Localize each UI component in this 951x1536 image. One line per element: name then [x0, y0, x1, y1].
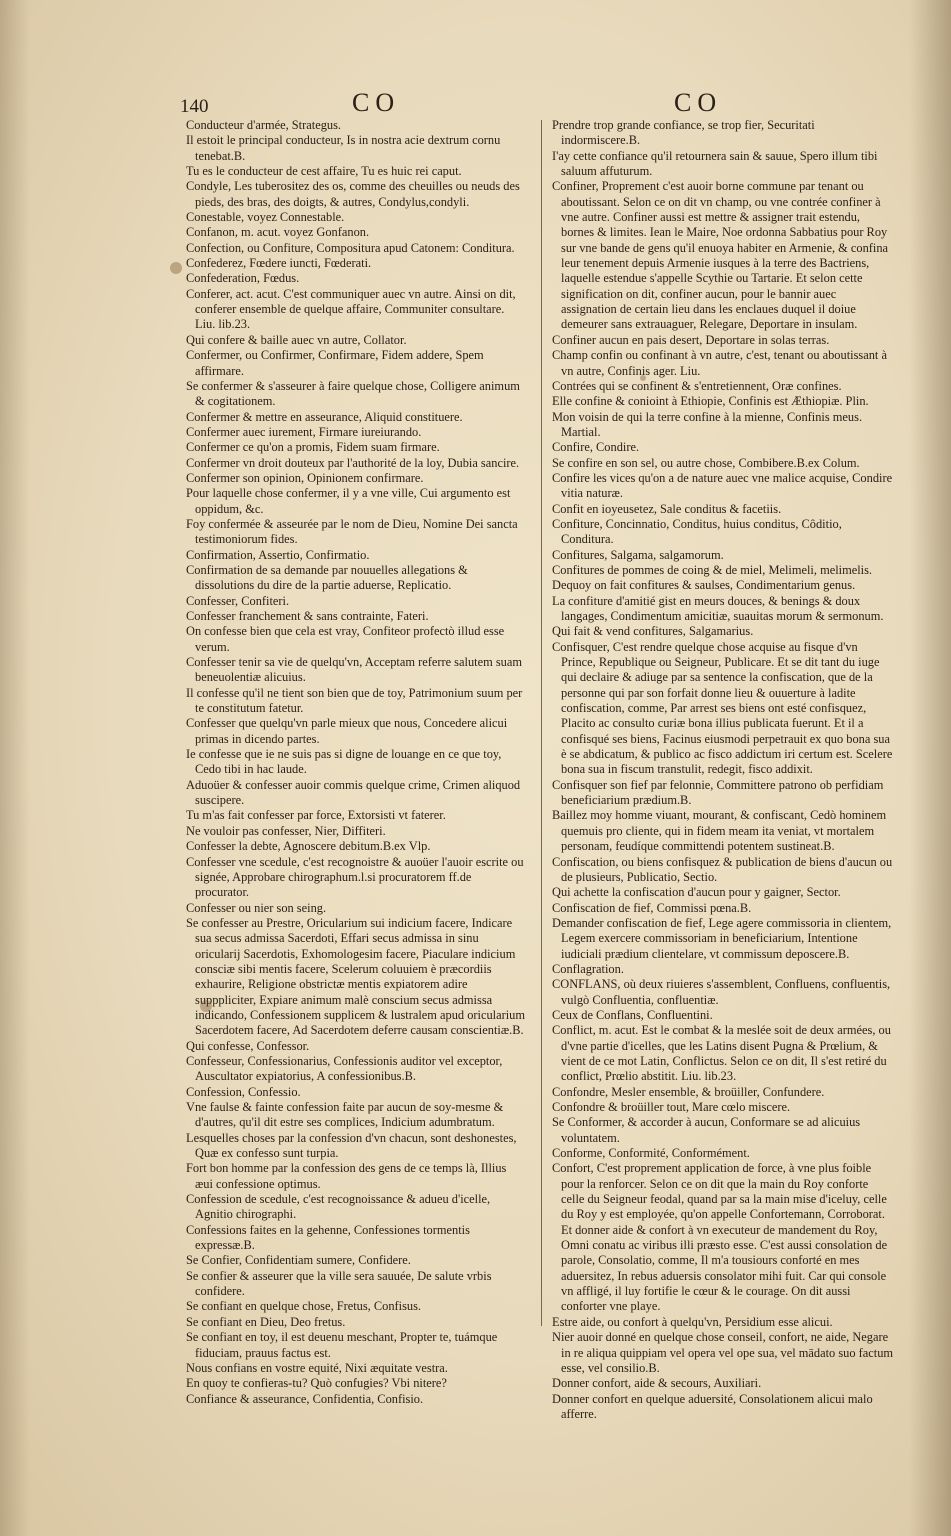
dictionary-entry: Confire les vices qu'on a de nature auec vne malice acquise, Condire vitia naturæ.: [552, 470, 893, 501]
left-column: [186, 118, 526, 1407]
dictionary-entry: I'ay cette confiance qu'il retournera sain & sauue, Spero illum tibi saluum affuturum.: [552, 148, 878, 179]
dictionary-entry: Elle confine & conioint à Ethiopie, Confinis est Æthiopiæ. Plin.: [552, 394, 869, 409]
dictionary-entry: Conducteur d'armée, Strategus.: [186, 118, 342, 132]
dictionary-entry: Confederation, Fœdus.: [186, 271, 300, 286]
dictionary-entry: Confiscation, ou biens confisquez & publication de biens d'aucun ou de plusieurs, Publicatio, Sectio.: [552, 854, 893, 884]
foxing-stain: [170, 262, 182, 274]
dictionary-entry: Conforme, Conformité, Conformément.: [552, 1146, 750, 1161]
dictionary-entry: Lesquelles choses par la confession d'vn chacun, sont deshonestes, Quæ ex confesso sunt turpia.: [186, 1130, 517, 1161]
dictionary-entry: Confiner, Proprement c'est auoir borne commune par tenant ou aboutissant. Selon ce on dit vn champ, ou vne contrée confiner à vne autre. Confiner aussi est mettre & assigner trait estendu, bornes & limites. Iean le Maire, Noe ordonna Sabbatius pour Roy sur vne bande de gens qu'il enuoya habiter en Armenie, & confina leur tenement depuis Armenie iusques à la terre des Bactriens, laquelle estendue s'appelle Scythie ou Tartarie. Et selon cette signification on dit, confiner aucun, pour le bannir auec assignation de certain lieu dans les enclaues duquel il doiue demeurer sans extrauaguer, Relegare, Deportare in insulam.: [552, 179, 889, 332]
dictionary-entry: Confermer, ou Confirmer, Confirmare, Fidem addere, Spem affirmare.: [186, 348, 484, 378]
dictionary-entry: Confermer son opinion, Opinionem confirmare.: [186, 470, 424, 485]
foxing-stain: [200, 1000, 212, 1012]
dictionary-entry: Confisquer son fief par felonnie, Committere patrono ob perfidiam beneficiarium prædium.B.: [552, 777, 884, 808]
dictionary-entry: Foy confermée & asseurée par le nom de Dieu, Nomine Dei sancta testimoniorum fides.: [186, 516, 518, 547]
dictionary-entry: La confiture d'amitié gist en meurs douces, & benings & doux langages, Condimentum amicitiæ, suauitas morum & sermonum.: [552, 593, 884, 623]
dictionary-entry: Se confier & asseurer que la ville sera sauuée, De salute vrbis confidere.: [186, 1268, 492, 1299]
dictionary-entry: Confermer vn droit douteux par l'authorité de la loy, Dubia sancire.: [186, 455, 520, 470]
dictionary-entry: Confitures de pommes de coing & de miel, Melimeli, melimelis.: [552, 562, 873, 577]
dictionary-entry: Conestable, voyez Connestable.: [186, 210, 345, 225]
dictionary-entry: Se confiant en Dieu, Deo fretus.: [186, 1314, 346, 1329]
dictionary-entry: Se confiant en toy, il est deuenu meschant, Propter te, tuámque fiduciam, prauus factus est.: [186, 1330, 498, 1360]
dictionary-entry: Se Conformer, & accorder à aucun, Conformare se ad alicuius voluntatem.: [552, 1115, 861, 1145]
dictionary-entry: Qui fait & vend confitures, Salgamarius.: [552, 624, 754, 639]
dictionary-entry: Confesser ou nier son seing.: [186, 900, 327, 915]
dictionary-entry: Qui confesse, Confessor.: [186, 1038, 310, 1053]
dictionary-entry: Confermer auec iurement, Firmare iureiurando.: [186, 424, 422, 439]
dictionary-entry: Demander confiscation de fief, Lege agere commissoria in clientem, Legem exercere commissoriam in beneficiarium, Intentione iudiciali prædium clientelare, vt commissum deposcere.B.: [552, 915, 892, 961]
dictionary-entry: Tu m'as fait confesser par force, Extorsisti vt faterer.: [186, 808, 446, 823]
dictionary-entry: Confiscation de fief, Commissi pœna.B.: [552, 900, 752, 915]
dictionary-entry: Ie confesse que ie ne suis pas si digne de louange en ce que toy, Cedo tibi in hac laude.: [186, 747, 502, 777]
dictionary-entry: Confisquer, C'est rendre quelque chose acquise au fisque d'vn Prince, Republique ou Seigneur, Publicare. Et se dit tant du iuge qui declaire & adiuge par sa sentence la confiscation, que de la personne qui par son forfait donne lieu & ouuerture à ladite confiscation, comme, Par arrest ses biens ont esté confisquez, Placito ac consulto curiæ bona illius publicata fuerunt. Et il a confisqué ses biens, Facinus eiusmodi perpetrauit ex quo bona sua è se abdicatum, & publico ac fisco addictum iri certum est. Scelere bona sua in fiscum transtulit, redegit, fisco addixit.: [552, 639, 893, 777]
dictionary-entry: Conflict, m. acut. Est le combat & la meslée soit de deux armées, ou d'vne partie d'icelles, que les Latins disent Pugna & Prœlium, & vient de ce mot Latin, Conflictus. Selon ce on dit, Il s'est retiré du conflict, Prœlio abstitit. Liu. lib.23.: [552, 1023, 891, 1084]
running-head-left: CO: [352, 88, 401, 117]
dictionary-entry: Confiner aucun en pais desert, Deportare in solas terras.: [552, 332, 830, 347]
foxing-stain: [640, 375, 646, 381]
column-divider: [541, 120, 542, 1326]
dictionary-entry: Se confiant en quelque chose, Fretus, Confisus.: [186, 1299, 422, 1314]
dictionary-entry: Donner confort, aide & secours, Auxiliari.: [552, 1376, 762, 1391]
dictionary-entry: Confesser vne scedule, c'est recognoistre & auoüer l'auoir escrite ou signée, Approbare chirographum.l.si procuratorem ff.de procurator.: [186, 854, 524, 900]
dictionary-entry: Il confesse qu'il ne tient son bien que de toy, Patrimonium suum per te constitutum fatetur.: [186, 685, 523, 716]
dictionary-entry: Ne vouloir pas confesser, Nier, Diffiteri.: [186, 823, 386, 838]
dictionary-entry: Confermer ce qu'on a promis, Fidem suam firmare.: [186, 440, 440, 455]
dictionary-entry: Conferer, act. acut. C'est communiquer auec vn autre. Ainsi on dit, conferer ensemble de quelque affaire, Communiter consultare. Liu. lib.23.: [186, 286, 516, 332]
dictionary-entry: Confesser tenir sa vie de quelqu'vn, Acceptam referre salutem suam beneuolentiæ alicuius.: [186, 655, 522, 685]
dictionary-entry: Confire, Condire.: [552, 440, 640, 455]
dictionary-entry: Pour laquelle chose confermer, il y a vne ville, Cui argumento est oppidum, &c.: [186, 486, 511, 516]
dictionary-entry: Fort bon homme par la confession des gens de ce temps là, Illius æui confessione optimus.: [186, 1161, 507, 1191]
running-head-right: CO: [674, 88, 723, 117]
dictionary-entry: Estre aide, ou confort à quelqu'vn, Persidium esse alicui.: [552, 1314, 833, 1329]
dictionary-entry: Confesser la debte, Agnoscere debitum.B.ex Vlp.: [186, 839, 431, 854]
dictionary-entry: Qui achette la confiscation d'aucun pour y gaigner, Sector.: [552, 885, 841, 900]
dictionary-entry: Champ confin ou confinant à vn autre, c'est, tenant ou aboutissant à vn autre, Confinis ager. Liu.: [552, 348, 887, 378]
dictionary-entry: Confitures, Salgama, salgamorum.: [552, 547, 724, 562]
dictionary-entry: Confondre, Mesler ensemble, & broüiller, Confundere.: [552, 1084, 825, 1099]
dictionary-entry: Confesser franchement & sans contrainte, Fateri.: [186, 609, 429, 623]
right-column: [552, 118, 894, 1422]
dictionary-entry: Confession, Confessio.: [186, 1084, 301, 1099]
dictionary-entry: Confiance & asseurance, Confidentia, Confisio.: [186, 1391, 424, 1406]
dictionary-entry: Confessions faites en la gehenne, Confessiones tormentis expressæ.B.: [186, 1222, 470, 1253]
dictionary-entry: Tu es le conducteur de cest affaire, Tu es huic rei caput.: [186, 164, 462, 179]
dictionary-entry: Se confermer & s'asseurer à faire quelque chose, Colligere animum & cogitationem.: [186, 378, 520, 409]
dictionary-entry: Contrées qui se confinent & s'entretiennent, Oræ confines.: [552, 378, 842, 393]
dictionary-entry: Confederez, Fœdere iuncti, Fœderati.: [186, 256, 372, 271]
dictionary-entry: Confort, C'est proprement application de force, à vne plus foible pour la renforcer. Selon ce on dit que la main du Roy conforte celle du Seigneur feodal, quand par sa la main mise d'iceluy, celle du Roy y est employée, qu'on appelle Confortemann, Corroborat. Et donner aide & confort à vn executeur de mandement du Roy, Omni conatu ac viribus illi præsto esse. C'est aussi consolation de parole, Consolatio, comme, Il m'a tousiours conforté en mes aduersitez, In rebus aduersis consolator mihi fuit. Car qui console vn affligé, il luy fortifie le cœur & le courage. On dit aussi conforter vne playe.: [552, 1161, 888, 1314]
dictionary-entry: Confiture, Concinnatio, Conditus, huius conditus, Côditio, Conditura.: [552, 516, 842, 547]
dictionary-entry: Se confesser au Prestre, Oricularium sui indicium facere, Indicare sua secus admissa Sacerdoti, Effari secus admissa in sinu oricularij Sacerdotis, Exhomologesim facere, Piaculare indicium consciæ sibi mentis facere, Scelerum coluuiem è præcordiis exhaurire, Religione obstrictæ mentis expiatorem adire supppliciter, Expiare animum malè conscium secus admissa indicando, Confessionem supplicem & lustralem apud oricularium Sacerdotem facere, Ad Sacerdotem deferre causam conscientiæ.B.: [186, 915, 526, 1038]
dictionary-entry: Nier auoir donné en quelque chose conseil, confort, ne aide, Negare in re aliqua quippiam vel opera vel ope sua, vel mādato suo factum esse, vel consilio.B.: [552, 1330, 894, 1375]
dictionary-entry: Confondre & broüiller tout, Mare cœlo miscere.: [552, 1100, 791, 1114]
dictionary-entry: Confit en ioyeusetez, Sale conditus & facetiis.: [552, 501, 782, 516]
dictionary-entry: Se confire en son sel, ou autre chose, Combibere.B.ex Colum.: [552, 455, 860, 470]
dictionary-entry: Confesseur, Confessionarius, Confessionis auditor vel exceptor, Auscultator expiatorius, A confessionibus.B.: [186, 1053, 503, 1084]
dictionary-entry: Qui confere & baille auec vn autre, Collator.: [186, 332, 407, 347]
dictionary-entry: Baillez moy homme viuant, mourant, & confiscant, Cedò hominem quemuis pro cliente, qui in fidem meam ita veniat, vt mortalem personam, feudíque committendi potentem sustineat.B.: [552, 808, 887, 854]
dictionary-entry: Mon voisin de qui la terre confine à la mienne, Confinis meus. Martial.: [552, 409, 863, 439]
dictionary-entry: Confirmation, Assertio, Confirmatio.: [186, 547, 370, 562]
dictionary-entry: Confession de scedule, c'est recognoissance & adueu d'icelle, Agnitio chirographi.: [186, 1192, 491, 1222]
dictionary-entry: Vne faulse & fainte confession faite par aucun de soy-mesme & d'autres, qu'il dit estre ses complices, Indicium adumbratum.: [186, 1100, 504, 1130]
dictionary-entry: Dequoy on fait confitures & saulses, Condimentarium genus.: [552, 578, 856, 593]
dictionary-entry: Nous confians en vostre equité, Nixi æquitate vestra.: [186, 1360, 448, 1375]
dictionary-entry: CONFLANS, où deux riuieres s'assemblent, Confluens, confluentis, vulgò Confluentia, confluentiæ.: [552, 977, 891, 1007]
dictionary-entry: On confesse bien que cela est vray, Confiteor profectò illud esse verum.: [186, 624, 505, 654]
dictionary-entry: Prendre trop grande confiance, se trop fier, Securitati indormiscere.B.: [552, 118, 815, 148]
dictionary-entry: Confesser, Confiteri.: [186, 593, 290, 608]
dictionary-entry: Se Confier, Confidentiam sumere, Confidere.: [186, 1253, 411, 1268]
dictionary-entry: Aduoüer & confesser auoir commis quelque crime, Crimen aliquod suscipere.: [186, 777, 521, 808]
dictionary-entry: En quoy te confieras-tu? Quò confugies? Vbi nitere?: [186, 1376, 447, 1391]
dictionary-entry: Confermer & mettre en asseurance, Aliquid constituere.: [186, 409, 463, 424]
dictionary-entry: Donner confort en quelque aduersité, Consolationem alicui malo afferre.: [552, 1391, 873, 1421]
dictionary-entry: Confanon, m. acut. voyez Gonfanon.: [186, 225, 370, 240]
page-number: 140: [180, 96, 209, 117]
dictionary-entry: Confesser que quelqu'vn parle mieux que nous, Concedere alicui primas in dicendo partes.: [186, 716, 508, 746]
dictionary-entry: Condyle, Les tuberositez des os, comme des cheuilles ou neuds des pieds, des bras, des doigts, & autres, Condylus,condyli.: [186, 179, 520, 209]
dictionary-entry: Il estoit le principal conducteur, Is in nostra acie dextrum cornu tenebat.B.: [186, 133, 501, 163]
dictionary-entry: Ceux de Conflans, Confluentini.: [552, 1007, 713, 1022]
dictionary-entry: Confection, ou Confiture, Compositura apud Catonem: Conditura.: [186, 240, 515, 255]
dictionary-entry: Confirmation de sa demande par nouuelles allegations & dissolutions du dire de la partie aduerse, Replicatio.: [186, 562, 468, 593]
dictionary-entry: Conflagration.: [552, 961, 624, 976]
